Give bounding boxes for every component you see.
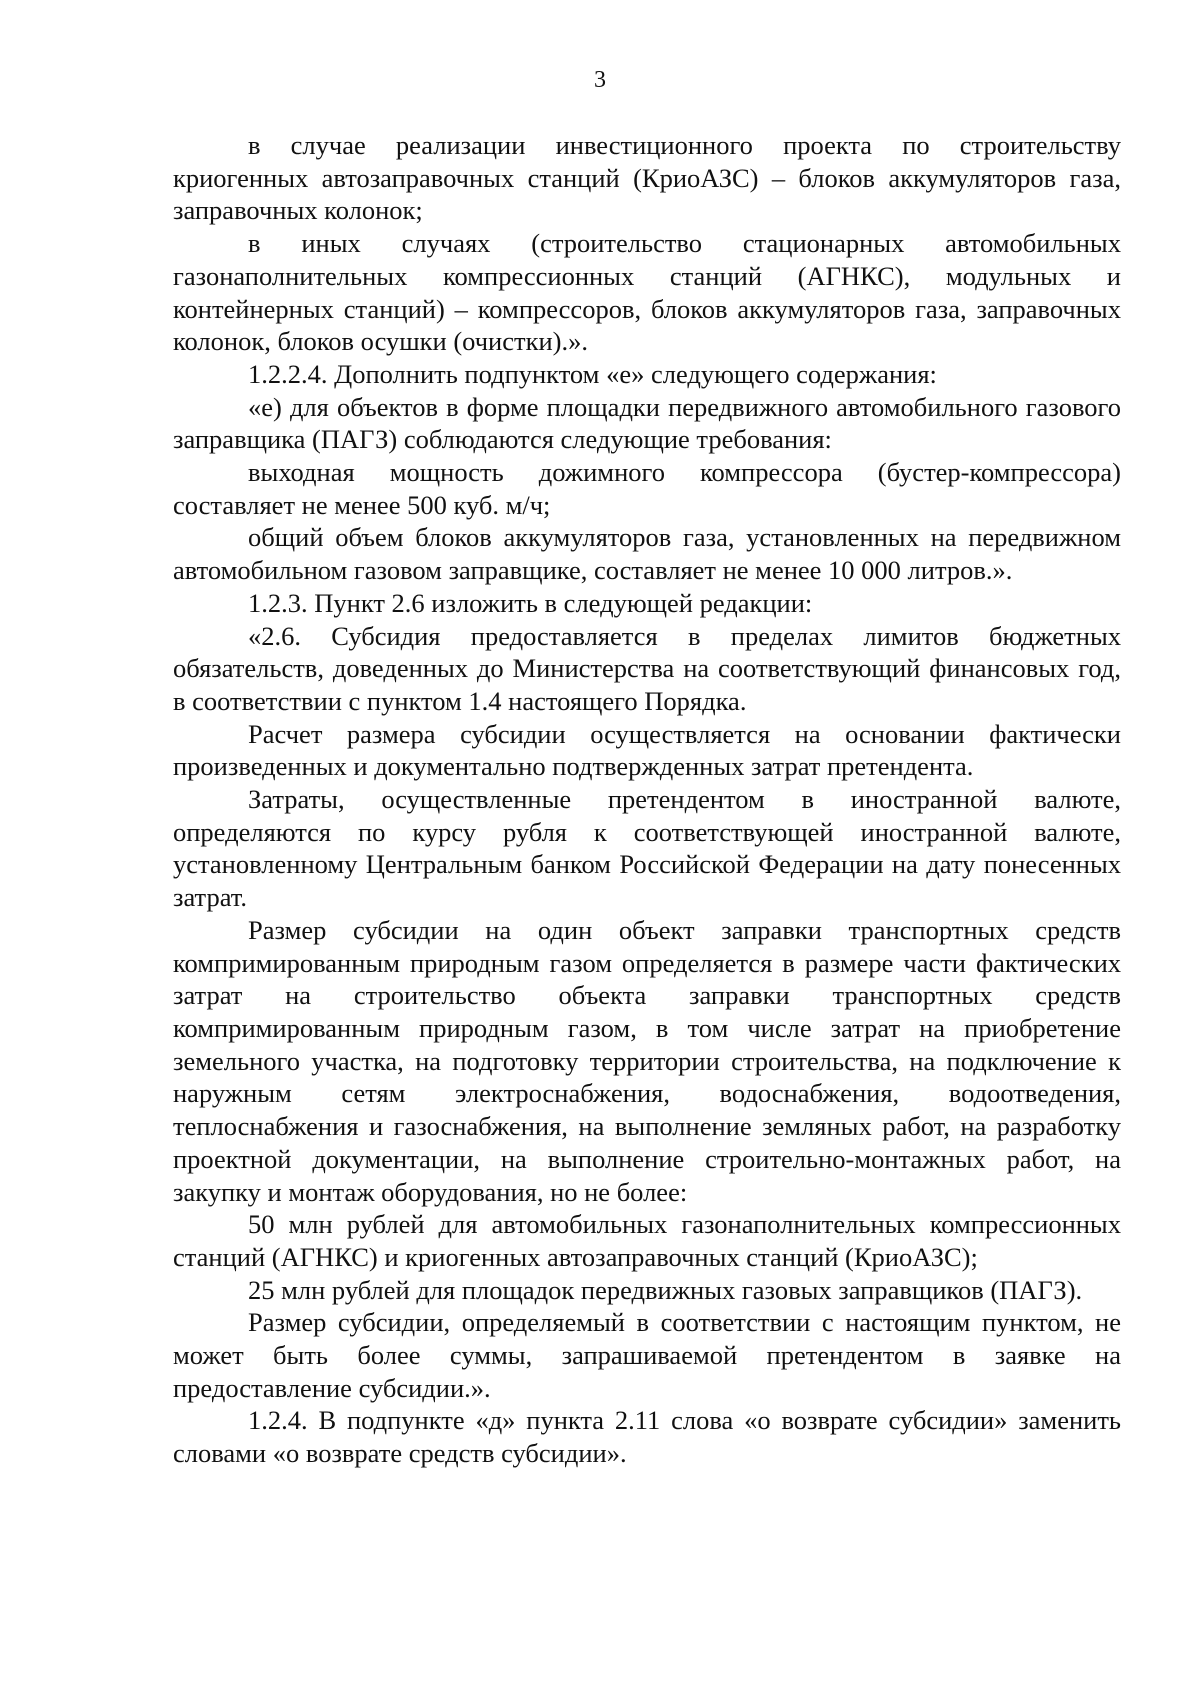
paragraph-1-2-4: 1.2.4. В подпункте «д» пункта 2.11 слова «о возврате субсидии» заменить словами «о возврате средств субсидии». [173, 1405, 1121, 1469]
page-number: 3 [594, 67, 606, 93]
paragraph-other-cases: в иных случаях (строительство стационарных автомобильных газонаполнительных компрессионных станций (АГНКС), модульных и контейнерных станций) – компрессоров, блоков аккумуляторов газа, заправочных колонок, блоков осушки (очистки).». [173, 228, 1121, 357]
paragraph-1-2-3: 1.2.3. Пункт 2.6 изложить в следующей редакции: [248, 587, 813, 618]
paragraph-limit-pagz: 25 млн рублей для площадок передвижных газовых заправщиков (ПАГЗ). [248, 1274, 1083, 1305]
paragraph-compressor-power: выходная мощность дожимного компрессора (бустер-компрессора) составляет не менее 500 куб. м/ч; [173, 457, 1121, 520]
paragraph-limit-agnks: 50 млн рублей для автомобильных газонаполнительных компрессионных станций (АГНКС) и криогенных автозаправочных станций (КриоАЗС); [173, 1209, 1121, 1272]
paragraph-cryo-stations: в случае реализации инвестиционного проекта по строительству криогенных автозаправочных станций (КриоАЗС) – блоков аккумуляторов газа, заправочных колонок; [173, 130, 1121, 226]
paragraph-foreign-currency: Затраты, осуществленные претендентом в иностранной валюте, определяются по курсу рубля к соответствующей иностранной валюте, установленному Центральным банком Российской Федерации на дату понесенных затрат. [173, 784, 1121, 913]
paragraph-subsidy-size: Размер субсидии на один объект заправки транспортных средств компримированным природным газом определяется в размере части фактических затрат на строительство объекта заправки транспортных средств компримированным природным газом, в том числе затрат на приобретение земельного участка, на подготовку территории строительства, на подключение к наружным сетям электроснабжения, водоснабжения, водоотведения, теплоснабжения и газоснабжения, на выполнение земляных работ, на разработку проектной документации, на выполнение строительно-монтажных работ, на закупку и монтаж оборудования, но не более: [173, 914, 1121, 1207]
paragraph-accumulator-volume: общий объем блоков аккумуляторов газа, установленных на передвижном автомобильном газовом заправщике, составляет не менее 10 000 литров.». [173, 522, 1121, 586]
paragraph-subsidy-calculation: Расчет размера субсидии осуществляется на основании фактически произведенных и документально подтвержденных затрат претендента. [173, 718, 1121, 782]
paragraph-2-6: «2.6. Субсидия предоставляется в пределах лимитов бюджетных обязательств, доведенных до Министерства на соответствующий финансовых год, в соответствии с пунктом 1.4 настоящего Порядка. [173, 620, 1121, 716]
document-body [173, 129, 1121, 1470]
paragraph-1-2-2-4: 1.2.2.4. Дополнить подпунктом «е» следующего содержания: [248, 358, 937, 389]
paragraph-subitem-e: «е) для объектов в форме площадки передвижного автомобильного газового заправщика (ПАГЗ) соблюдаются следующие требования: [173, 391, 1121, 455]
paragraph-subsidy-cap: Размер субсидии, определяемый в соответствии с настоящим пунктом, не может быть более суммы, запрашиваемой претендентом в заявке на предоставление субсидии.». [173, 1307, 1121, 1403]
